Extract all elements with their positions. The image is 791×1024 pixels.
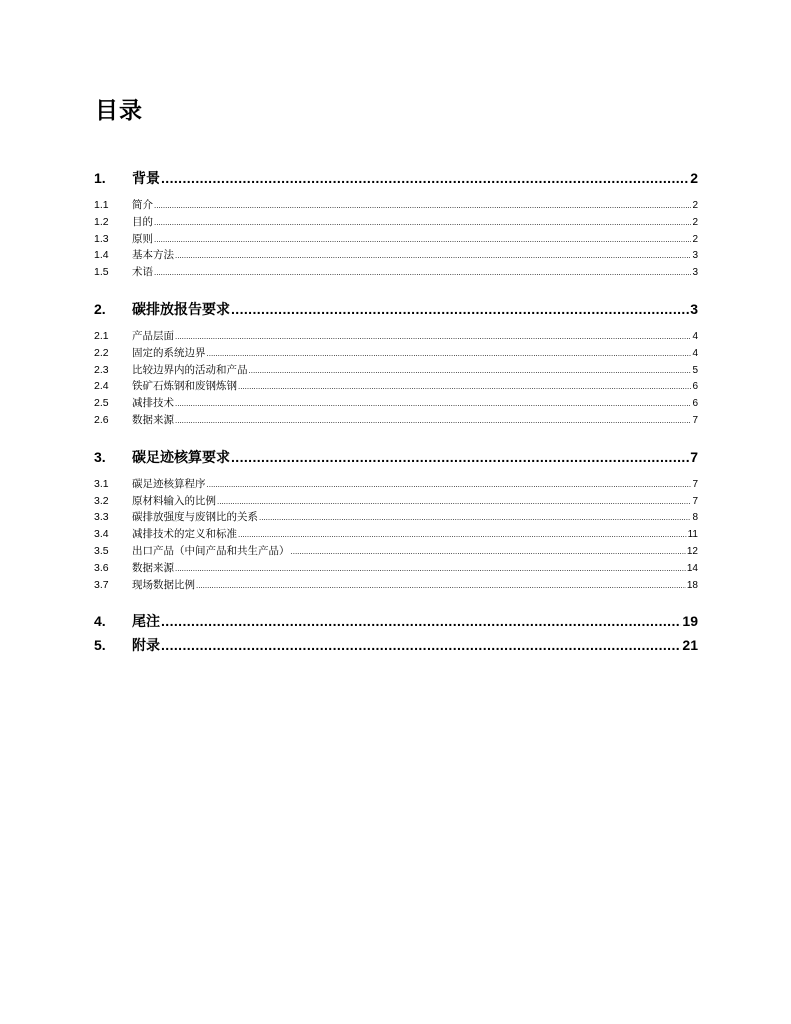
toc-entry[interactable] bbox=[94, 328, 698, 345]
toc-page-number: 7 bbox=[692, 495, 698, 507]
toc-label: 简介 bbox=[132, 199, 153, 211]
toc-page-number: 2 bbox=[692, 200, 698, 211]
toc-label: 产品层面 bbox=[132, 329, 174, 342]
table-of-contents bbox=[94, 168, 698, 673]
dot-leader bbox=[238, 379, 691, 396]
toc-label: 比较边界内的活动和产品 bbox=[132, 363, 248, 376]
toc-label: 原则 bbox=[132, 232, 153, 245]
toc-entry[interactable] bbox=[94, 214, 698, 231]
toc-number: 3.7 bbox=[94, 578, 109, 591]
dot-leader bbox=[154, 232, 691, 249]
toc-entry-heading[interactable] bbox=[94, 611, 698, 631]
toc-page-number: 8 bbox=[692, 512, 698, 524]
toc-label: 出口产品（中间产品和共生产品） bbox=[132, 544, 290, 557]
toc-label: 碳排放强度与废钢比的关系 bbox=[132, 511, 258, 524]
toc-page-number: 2 bbox=[692, 233, 698, 245]
toc-page-number: 11 bbox=[687, 529, 698, 541]
toc-page-number: 3 bbox=[692, 267, 698, 279]
toc-entry[interactable] bbox=[94, 560, 698, 577]
toc-entry[interactable] bbox=[94, 247, 698, 264]
toc-section-1 bbox=[94, 168, 698, 281]
toc-number: 5. bbox=[94, 637, 106, 654]
toc-section-3 bbox=[94, 447, 698, 594]
toc-label: 减排技术 bbox=[132, 397, 174, 410]
dot-leader bbox=[196, 578, 686, 595]
toc-label: 铁矿石炼钢和废钢炼钢 bbox=[132, 380, 237, 393]
toc-entry[interactable] bbox=[94, 509, 698, 526]
toc-entry[interactable] bbox=[94, 412, 698, 429]
toc-number: 1. bbox=[94, 170, 106, 186]
dot-leader bbox=[154, 265, 691, 282]
toc-entry-heading[interactable] bbox=[94, 635, 698, 655]
toc-page-number: 12 bbox=[686, 545, 698, 557]
toc-number: 1.2 bbox=[94, 215, 109, 228]
page-title: 目录 bbox=[95, 97, 143, 123]
toc-number: 1.1 bbox=[94, 199, 109, 211]
toc-number: 3. bbox=[94, 448, 106, 465]
toc-page-number: 7 bbox=[690, 448, 698, 465]
toc-entry[interactable] bbox=[94, 345, 698, 362]
toc-label: 碳排放报告要求 bbox=[132, 300, 230, 317]
dot-leader bbox=[259, 510, 691, 527]
toc-page-number: 7 bbox=[692, 414, 698, 426]
dot-leader bbox=[154, 198, 691, 215]
toc-entry[interactable] bbox=[94, 378, 698, 395]
dot-leader bbox=[175, 248, 691, 265]
toc-number: 2.4 bbox=[94, 380, 109, 393]
toc-entry[interactable] bbox=[94, 362, 698, 379]
toc-page-number: 19 bbox=[682, 613, 698, 630]
dot-leader bbox=[217, 494, 691, 511]
dot-leader bbox=[154, 215, 691, 232]
toc-entry[interactable] bbox=[94, 264, 698, 281]
toc-entry-heading[interactable] bbox=[94, 299, 698, 319]
toc-entry[interactable] bbox=[94, 476, 698, 493]
toc-number: 3.2 bbox=[94, 494, 109, 507]
toc-label: 固定的系统边界 bbox=[132, 346, 206, 359]
toc-label: 数据来源 bbox=[132, 561, 174, 574]
toc-page-number: 14 bbox=[686, 562, 698, 574]
toc-entry-heading[interactable] bbox=[94, 447, 698, 467]
toc-page-number: 4 bbox=[692, 330, 698, 342]
toc-entry[interactable] bbox=[94, 197, 698, 214]
toc-number: 4. bbox=[94, 613, 106, 630]
dot-leader bbox=[161, 168, 689, 188]
toc-section-2 bbox=[94, 299, 698, 429]
toc-entry[interactable] bbox=[94, 231, 698, 248]
toc-page-number: 6 bbox=[692, 381, 698, 393]
dot-leader bbox=[238, 527, 687, 544]
toc-section-5 bbox=[94, 635, 698, 655]
toc-page-number: 6 bbox=[692, 398, 698, 410]
toc-label: 原材料输入的比例 bbox=[132, 494, 216, 507]
toc-entry[interactable] bbox=[94, 577, 698, 594]
toc-page-number: 5 bbox=[692, 364, 698, 376]
dot-leader bbox=[207, 346, 692, 363]
toc-number: 2.2 bbox=[94, 346, 109, 359]
dot-leader bbox=[161, 635, 681, 655]
toc-entry-heading[interactable] bbox=[94, 168, 698, 188]
toc-label: 尾注 bbox=[132, 613, 160, 630]
toc-number: 3.4 bbox=[94, 528, 109, 541]
dot-leader bbox=[175, 413, 691, 430]
toc-label: 现场数据比例 bbox=[132, 578, 195, 591]
toc-label: 背景 bbox=[132, 170, 160, 186]
dot-leader bbox=[231, 299, 689, 319]
toc-label: 碳足迹核算程序 bbox=[132, 477, 206, 490]
toc-number: 3.1 bbox=[94, 477, 109, 490]
toc-label: 术语 bbox=[132, 266, 153, 279]
toc-page-number: 18 bbox=[686, 579, 698, 591]
toc-number: 3.5 bbox=[94, 544, 109, 557]
toc-entry[interactable] bbox=[94, 395, 698, 412]
toc-label: 数据来源 bbox=[132, 413, 174, 426]
toc-number: 2.5 bbox=[94, 397, 109, 410]
toc-number: 1.3 bbox=[94, 232, 109, 245]
toc-number: 3.6 bbox=[94, 561, 109, 574]
dot-leader bbox=[231, 447, 689, 467]
toc-number: 2. bbox=[94, 300, 106, 317]
dot-leader bbox=[207, 477, 692, 494]
toc-page-number: 4 bbox=[692, 347, 698, 359]
dot-leader bbox=[249, 363, 692, 380]
toc-number: 3.3 bbox=[94, 511, 109, 524]
toc-label: 基本方法 bbox=[132, 249, 174, 262]
toc-label: 减排技术的定义和标准 bbox=[132, 528, 237, 541]
toc-label: 目的 bbox=[132, 215, 153, 228]
toc-number: 1.5 bbox=[94, 266, 109, 279]
toc-page-number: 7 bbox=[692, 478, 698, 490]
dot-leader bbox=[175, 561, 686, 578]
dot-leader bbox=[175, 396, 691, 413]
toc-entry[interactable] bbox=[94, 526, 698, 543]
toc-page-number: 2 bbox=[690, 170, 698, 186]
toc-page-number: 2 bbox=[692, 216, 698, 228]
dot-leader bbox=[175, 329, 691, 346]
toc-number: 2.1 bbox=[94, 329, 109, 342]
toc-page-number: 21 bbox=[682, 637, 698, 654]
toc-number: 2.3 bbox=[94, 363, 109, 376]
toc-label: 附录 bbox=[132, 637, 160, 654]
toc-number: 1.4 bbox=[94, 249, 109, 262]
toc-number: 2.6 bbox=[94, 413, 109, 426]
toc-page-number: 3 bbox=[690, 300, 698, 317]
toc-label: 碳足迹核算要求 bbox=[132, 448, 230, 465]
toc-section-4 bbox=[94, 611, 698, 631]
toc-page-number: 3 bbox=[692, 250, 698, 262]
dot-leader bbox=[291, 544, 686, 561]
toc-entry[interactable] bbox=[94, 543, 698, 560]
toc-entry[interactable] bbox=[94, 493, 698, 510]
dot-leader bbox=[161, 611, 681, 631]
